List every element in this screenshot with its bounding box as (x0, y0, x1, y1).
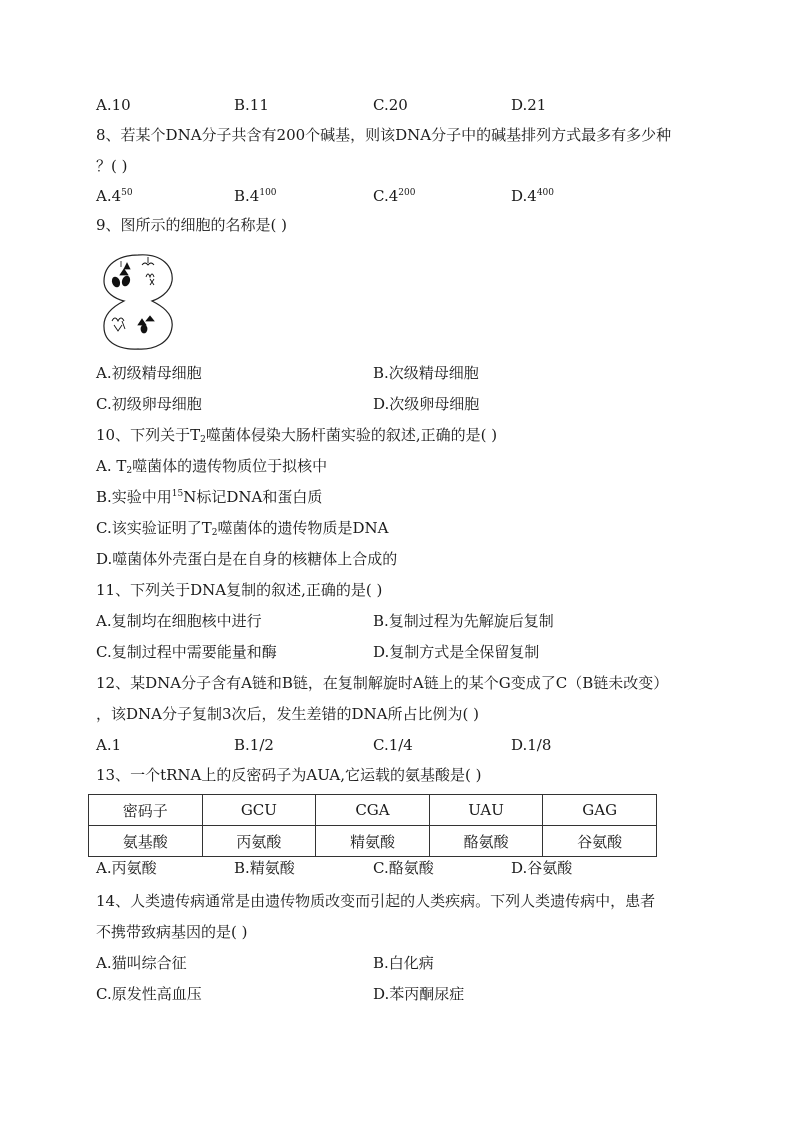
q12-option-d: D.1/8 (511, 736, 552, 754)
codon-header: 密码子 (89, 795, 203, 826)
q7-option-c: C.20 (373, 96, 408, 114)
amino-acid-header: 氨基酸 (89, 826, 203, 857)
q7-option-d: D.21 (511, 96, 547, 114)
amino-acid-cell: 谷氨酸 (543, 826, 657, 857)
q13-stem: 13、一个tRNA上的反密码子为AUA,它运载的氨基酸是( ) (96, 766, 482, 784)
q14-stem-line2: 不携带致病基因的是( ) (96, 923, 248, 941)
codon-row (89, 795, 657, 826)
q10-option-a: A. $T_2$噬菌体的遗传物质位于拟核中 (96, 457, 328, 476)
q8-stem-line2: ？( ) (96, 157, 128, 175)
q10-option-c: C.该实验证明了$T_2$噬菌体的遗传物质是DNA (96, 519, 389, 538)
codon-cell: UAU (429, 795, 543, 826)
q7-option-a: A.10 (96, 96, 131, 114)
q14-option-a: A.猫叫综合征 (96, 954, 187, 972)
upper-right-chromosomes (142, 257, 154, 285)
q7-option-b: B.11 (234, 96, 269, 114)
q8-option-b: $B.4^{100}$ (234, 187, 277, 205)
amino-acid-cell: 酪氨酸 (429, 826, 543, 857)
q11-option-c: C.复制过程中需要能量和酶 (96, 643, 277, 661)
codon-cell: GAG (543, 795, 657, 826)
q8-option-a: $A.4^{50}$ (96, 187, 133, 205)
q14-option-b: B.白化病 (373, 954, 434, 972)
q10-option-b: B.实验中用$^{15}$N标记DNA和蛋白质 (96, 488, 323, 506)
amino-acid-cell: 丙氨酸 (202, 826, 316, 857)
codon-table (88, 794, 657, 857)
q12-stem-line1: 12、某DNA分子含有A链和B链，在复制解旋时A链上的某个G变成了C（B链未改变） (96, 674, 669, 692)
lower-right-chromosomes (138, 316, 154, 333)
q8-stem-line1: 8、若某个DNA分子共含有200个碱基，则该DNA分子中的碱基排列方式最多有多少种 (96, 126, 672, 144)
amino-acid-cell: 精氨酸 (316, 826, 430, 857)
q12-option-c: C.1/4 (373, 736, 413, 754)
q9-option-b: B.次级精母细胞 (373, 364, 479, 382)
q11-stem: 11、下列关于DNA复制的叙述,正确的是( ) (96, 581, 383, 599)
lower-left-chromosomes (112, 318, 125, 331)
q14-stem-line1: 14、人类遗传病通常是由遗传物质改变而引起的人类疾病。下列人类遗传病中，患者 (96, 892, 656, 910)
q8-option-c: $C.4^{200}$ (373, 187, 416, 205)
q10-stem: 10、下列关于$T_2$噬菌体侵染大肠杆菌实验的叙述,正确的是( ) (96, 426, 498, 445)
q12-option-a: A.1 (96, 736, 122, 754)
q11-option-b: B.复制过程为先解旋后复制 (373, 612, 554, 630)
q8-option-d: $D.4^{400}$ (511, 187, 554, 205)
q9-option-c: C.初级卵母细胞 (96, 395, 202, 413)
q11-option-d: D.复制方式是全保留复制 (373, 643, 540, 661)
codon-cell: GCU (202, 795, 316, 826)
upper-chromosomes (111, 261, 131, 288)
dividing-cell-figure (98, 249, 178, 353)
q12-stem-line2: ，该DNA分子复制3次后，发生差错的DNA所占比例为( ) (96, 705, 479, 723)
q14-option-d: D.苯丙酮尿症 (373, 985, 465, 1003)
amino-acid-row (89, 826, 657, 857)
q13-option-c: C.酪氨酸 (373, 859, 434, 877)
q12-option-b: B.1/2 (234, 736, 274, 754)
q13-option-d: D.谷氨酸 (511, 859, 573, 877)
cell-membrane (104, 255, 172, 349)
q9-option-d: D.次级卵母细胞 (373, 395, 480, 413)
codon-cell: CGA (316, 795, 430, 826)
q13-option-b: B.精氨酸 (234, 859, 295, 877)
q11-option-a: A.复制均在细胞核中进行 (96, 612, 262, 630)
q14-option-c: C.原发性高血压 (96, 985, 202, 1003)
q9-option-a: A.初级精母细胞 (96, 364, 202, 382)
q13-option-a: A.丙氨酸 (96, 859, 157, 877)
q10-option-d: D.噬菌体外壳蛋白是在自身的核糖体上合成的 (96, 550, 398, 568)
q9-stem: 9、图所示的细胞的名称是( ) (96, 216, 288, 234)
